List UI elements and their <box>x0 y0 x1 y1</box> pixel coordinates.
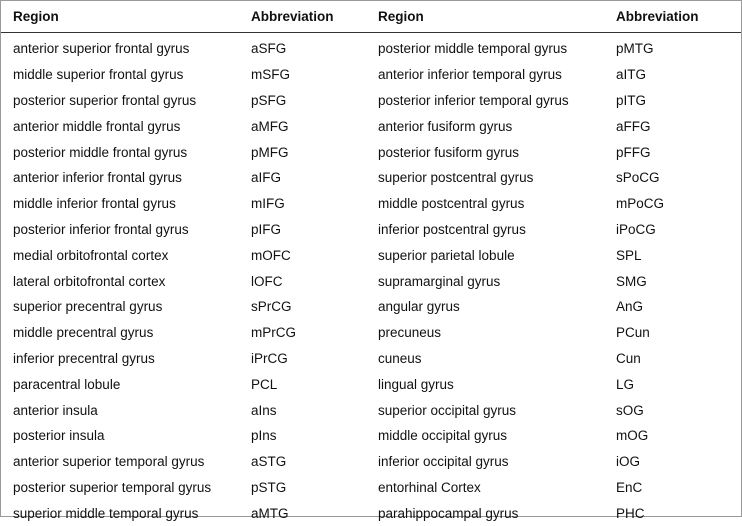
table-row <box>1 191 741 217</box>
region-left-cell: superior middle temporal gyrus <box>1 500 239 526</box>
region-left-cell: medial orbitofrontal cortex <box>1 242 239 268</box>
abbreviation-right-cell: PHC <box>604 500 741 526</box>
region-right-cell: parahippocampal gyrus <box>366 500 604 526</box>
abbreviation-left-cell: mPrCG <box>239 320 366 346</box>
region-left-cell: posterior middle frontal gyrus <box>1 139 239 165</box>
region-right-cell: middle occipital gyrus <box>366 423 604 449</box>
table-row <box>1 294 741 320</box>
region-left-cell: posterior inferior frontal gyrus <box>1 217 239 243</box>
abbreviation-left-cell: aIns <box>239 397 366 423</box>
region-right-cell: anterior inferior temporal gyrus <box>366 62 604 88</box>
table-row <box>1 217 741 243</box>
region-right-cell: angular gyrus <box>366 294 604 320</box>
region-right-cell: superior postcentral gyrus <box>366 165 604 191</box>
region-right-cell: entorhinal Cortex <box>366 475 604 501</box>
region-right-cell: precuneus <box>366 320 604 346</box>
table-row <box>1 165 741 191</box>
table-row <box>1 371 741 397</box>
table-row <box>1 33 741 62</box>
abbreviation-left-cell: pIns <box>239 423 366 449</box>
header-region-left: Region <box>1 1 239 33</box>
table-row <box>1 242 741 268</box>
region-left-cell: posterior superior frontal gyrus <box>1 88 239 114</box>
region-left-cell: anterior superior frontal gyrus <box>1 33 239 62</box>
table-row <box>1 475 741 501</box>
table-row <box>1 113 741 139</box>
region-left-cell: middle precentral gyrus <box>1 320 239 346</box>
abbreviation-right-cell: SPL <box>604 242 741 268</box>
abbreviation-left-cell: pSTG <box>239 475 366 501</box>
header-abbreviation-right: Abbreviation <box>604 1 741 33</box>
region-right-cell: posterior inferior temporal gyrus <box>366 88 604 114</box>
abbreviation-right-cell: sOG <box>604 397 741 423</box>
table-body <box>1 33 741 526</box>
abbreviation-right-cell: pITG <box>604 88 741 114</box>
table-row <box>1 139 741 165</box>
abbreviation-left-cell: aIFG <box>239 165 366 191</box>
table-row <box>1 62 741 88</box>
region-left-cell: posterior superior temporal gyrus <box>1 475 239 501</box>
table-row <box>1 346 741 372</box>
table-row <box>1 320 741 346</box>
abbreviation-left-cell: lOFC <box>239 268 366 294</box>
region-right-cell: posterior middle temporal gyrus <box>366 33 604 62</box>
abbreviation-right-cell: aFFG <box>604 113 741 139</box>
abbreviation-left-cell: pMFG <box>239 139 366 165</box>
region-left-cell: superior precentral gyrus <box>1 294 239 320</box>
region-right-cell: superior occipital gyrus <box>366 397 604 423</box>
region-left-cell: posterior insula <box>1 423 239 449</box>
region-left-cell: lateral orbitofrontal cortex <box>1 268 239 294</box>
table-header-row <box>1 1 741 33</box>
region-right-cell: middle postcentral gyrus <box>366 191 604 217</box>
region-left-cell: middle inferior frontal gyrus <box>1 191 239 217</box>
region-left-cell: anterior middle frontal gyrus <box>1 113 239 139</box>
abbreviation-left-cell: aMFG <box>239 113 366 139</box>
abbreviation-right-cell: pFFG <box>604 139 741 165</box>
abbreviation-right-cell: pMTG <box>604 33 741 62</box>
header-abbreviation-left: Abbreviation <box>239 1 366 33</box>
region-left-cell: anterior inferior frontal gyrus <box>1 165 239 191</box>
abbreviation-left-cell: aSTG <box>239 449 366 475</box>
abbreviation-right-cell: Cun <box>604 346 741 372</box>
region-abbreviation-table <box>1 1 741 526</box>
region-left-cell: anterior superior temporal gyrus <box>1 449 239 475</box>
region-right-cell: anterior fusiform gyrus <box>366 113 604 139</box>
table-row <box>1 500 741 526</box>
abbreviation-right-cell: LG <box>604 371 741 397</box>
region-right-cell: posterior fusiform gyrus <box>366 139 604 165</box>
abbreviation-left-cell: mOFC <box>239 242 366 268</box>
abbreviation-left-cell: mSFG <box>239 62 366 88</box>
abbreviation-right-cell: AnG <box>604 294 741 320</box>
abbreviation-left-cell: pIFG <box>239 217 366 243</box>
abbreviation-left-cell: aMTG <box>239 500 366 526</box>
abbreviation-right-cell: iOG <box>604 449 741 475</box>
abbreviation-left-cell: aSFG <box>239 33 366 62</box>
region-right-cell: superior parietal lobule <box>366 242 604 268</box>
region-left-cell: inferior precentral gyrus <box>1 346 239 372</box>
region-left-cell: anterior insula <box>1 397 239 423</box>
table-row <box>1 449 741 475</box>
region-left-cell: paracentral lobule <box>1 371 239 397</box>
region-right-cell: supramarginal gyrus <box>366 268 604 294</box>
abbreviation-right-cell: iPoCG <box>604 217 741 243</box>
region-right-cell: inferior occipital gyrus <box>366 449 604 475</box>
abbreviation-left-cell: iPrCG <box>239 346 366 372</box>
abbreviation-right-cell: sPoCG <box>604 165 741 191</box>
abbreviation-right-cell: mPoCG <box>604 191 741 217</box>
abbreviation-left-cell: pSFG <box>239 88 366 114</box>
region-right-cell: inferior postcentral gyrus <box>366 217 604 243</box>
abbreviation-right-cell: SMG <box>604 268 741 294</box>
table-row <box>1 397 741 423</box>
abbreviation-right-cell: PCun <box>604 320 741 346</box>
abbreviation-right-cell: aITG <box>604 62 741 88</box>
abbreviation-left-cell: PCL <box>239 371 366 397</box>
abbreviation-right-cell: mOG <box>604 423 741 449</box>
region-right-cell: cuneus <box>366 346 604 372</box>
abbreviation-left-cell: sPrCG <box>239 294 366 320</box>
table-row <box>1 423 741 449</box>
abbreviation-left-cell: mIFG <box>239 191 366 217</box>
abbreviation-right-cell: EnC <box>604 475 741 501</box>
table-row <box>1 88 741 114</box>
region-left-cell: middle superior frontal gyrus <box>1 62 239 88</box>
region-right-cell: lingual gyrus <box>366 371 604 397</box>
table-row <box>1 268 741 294</box>
header-region-right: Region <box>366 1 604 33</box>
